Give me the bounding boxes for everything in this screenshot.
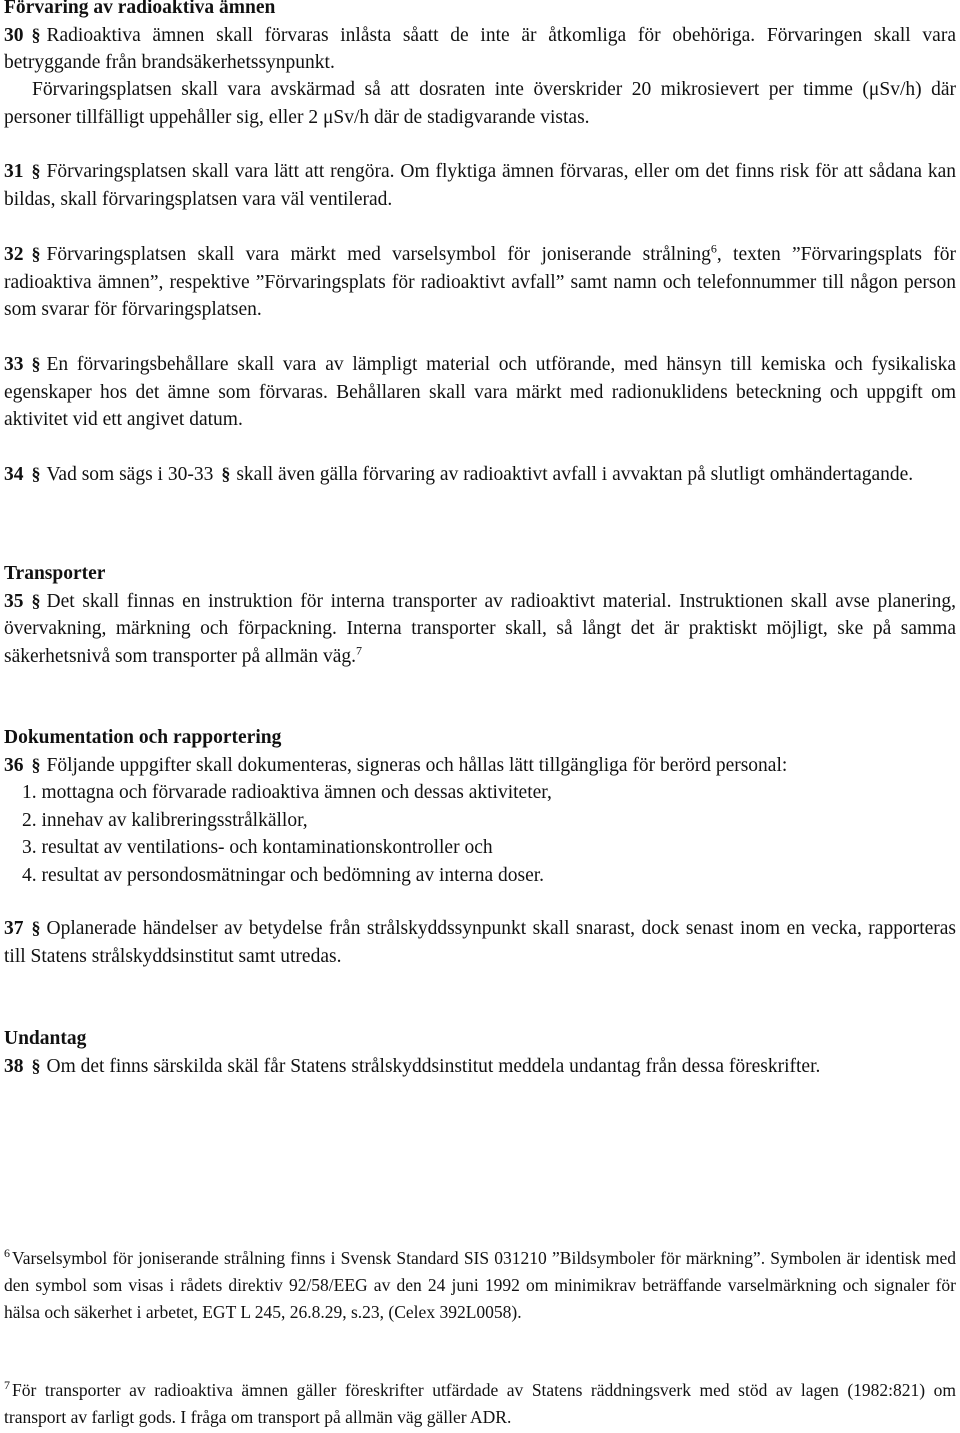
section-sign: § [31,918,41,938]
paragraph-text: Följande uppgifter skall dokumenteras, signeras och hållas lätt tillgängliga för berörd personal: [46,754,788,776]
section-heading-dokumentation: Dokumentation och rapportering [4,727,282,748]
documentation-list [4,779,956,889]
paragraph-number: 32 [4,244,24,265]
list-item: 2. innehav av kalibreringsstrålkällor, [22,809,308,831]
paragraph-number: 35 [4,590,24,612]
paragraph-33 [4,351,956,434]
footnote-7 [4,1377,956,1431]
footnote-reference: 7 [355,643,362,657]
footnote-reference: 6 [710,241,717,256]
footnote-marker: 6 [4,1246,10,1261]
paragraph-35 [4,560,956,670]
footnote-6 [4,1245,956,1326]
paragraph-text: En förvaringsbehållare skall vara av lämpligt material och utförande, med hänsyn till kemiska och fysikaliska egenskaper hos det ämne som förvaras. Behållaren skall vara märkt med radionuklidens beteckning och uppgift om aktivitet vid ett angivet datum. [4,354,956,430]
list-item: 1. mottagna och förvarade radioaktiva ämnen och dessas aktiviteter, [22,782,552,803]
paragraph-text: Om det finns särskilda skäl får Statens strålskyddsinstitut meddela undantag från dessa föreskrifter. [46,1055,821,1077]
paragraph-38 [4,1025,956,1080]
footnote-text: Varselsymbol för joniserande strålning finns i Svensk Standard SIS 031210 ”Bildsymboler för märkning”. Symbolen är identisk med den symbol som visas i rådets direktiv 92/58/EEG av den 24 juni 1992 om minimikrav beträffande varselmärkning och signaler för hälsa och säkerhet i arbetet, EGT L 245, 26.8.29, s.23, (Celex 392L0058). [4,1248,956,1322]
footnote-marker: 7 [4,1378,10,1393]
paragraph-text: Oplanerade händelser av betydelse från strålskyddssynpunkt skall snarast, dock senast inom en vecka, rapporteras till Statens strålskyddsinstitut samt utredas. [4,918,956,967]
paragraph-31 [4,158,956,213]
paragraph-34 [4,461,956,489]
paragraph-text: Vad som sägs i 30-33 [46,464,214,485]
paragraph-37 [4,915,956,970]
paragraph-text: Radioaktiva ämnen skall förvaras inlåsta såatt de inte är åtkomliga för obehöriga. Förvaringen skall vara betryggande från brandsäkerhetssynpunkt. [4,24,956,73]
paragraph-number: 38 [4,1055,24,1077]
paragraph-36 [4,724,956,889]
paragraph-text: Förvaringsplatsen skall vara märkt med varselsymbol för joniserande strålning [46,244,711,265]
paragraph-text: skall även gälla förvaring av radioaktivt avfall i avvaktan på slutligt omhändertagande. [236,464,914,485]
paragraph-30 [4,0,956,77]
paragraph-32 [4,241,956,324]
paragraph-number: 31 [4,161,24,182]
list-item: 4. resultat av persondosmätningar och bedömning av interna doser. [22,864,545,886]
paragraph-number: 30 [4,24,24,46]
section-sign: § [31,464,41,484]
paragraph-number: 36 [4,754,24,776]
section-sign: § [31,24,41,45]
section-sign: § [31,754,41,775]
paragraph-number: 33 [4,354,24,375]
section-heading-undantag: Undantag [4,1028,87,1049]
paragraph-number: 34 [4,464,24,485]
section-sign: § [31,1055,41,1076]
paragraph-text: Förvaringsplatsen skall vara lätt att rengöra. Om flyktiga ämnen förvaras, eller om det finns risk för att sådana kan bildas, skall förvaringsplatsen vara väl ventilerad. [4,161,956,210]
section-sign: § [31,590,41,611]
paragraph-text: Förvaringsplatsen skall vara avskärmad så att dosraten inte överskrider 20 mikrosievert per timme (μSv/h) där personer tillfälligt uppehåller sig, eller 2 μSv/h där de stadigvarande vistas. [4,79,956,128]
section-sign: § [31,244,41,264]
list-item: 3. resultat av ventilations- och kontaminationskontroller och [22,837,493,858]
section-heading-forvaring: Förvaring av radioaktiva ämnen [4,0,276,18]
section-sign: § [31,354,41,374]
paragraph-30-continued [4,76,956,131]
section-heading-transporter: Transporter [4,563,106,584]
section-sign: § [221,464,231,484]
footnote-text: För transporter av radioaktiva ämnen gäller föreskrifter utfärdade av Statens räddningsverk med stöd av lagen (1982:821) om transport av farligt gods. I fråga om transport på allmän väg gäller ADR. [4,1380,956,1427]
section-sign: § [31,161,41,181]
paragraph-text: , texten ”Förvaringsplats för radioaktiva ämnen”, respektive ”Förvaringsplats för radioaktivt avfall” samt namn och telefonnummer till någon person som svarar för förvaringsplatsen. [4,244,956,320]
paragraph-number: 37 [4,918,24,939]
paragraph-text: Det skall finnas en instruktion för interna transporter av radioaktivt material. Instruktionen skall avse planering, övervakning, märkning och förpackning. Interna transporter skall, så långt det är praktiskt möjligt, ske på samma säkerhetsnivå som transporter på allmän väg. [4,590,956,667]
